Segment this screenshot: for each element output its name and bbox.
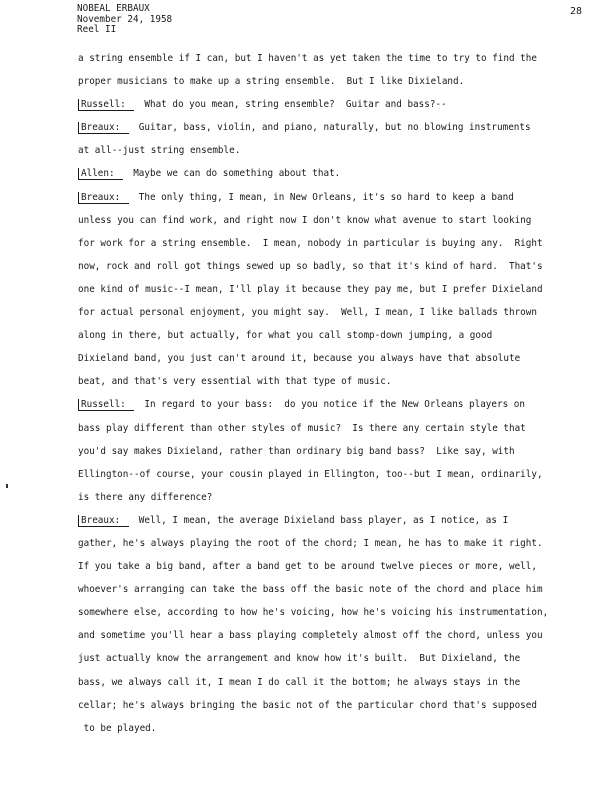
transcript-line xyxy=(78,214,558,237)
transcript-line xyxy=(78,375,558,398)
transcript-line xyxy=(78,491,558,514)
interview-date: November 24, 1958 xyxy=(77,13,173,25)
transcript-line xyxy=(78,329,558,352)
line-text: whoever's arranging can take the bass off the basic note of the chord and place him xyxy=(78,584,543,596)
line-text: proper musicians to make up a string ensemble. But I like Dixieland. xyxy=(78,76,465,88)
line-text: at all--just string ensemble. xyxy=(78,145,241,157)
line-text: now, rock and roll got things sewed up so badly, so that it's kind of hard. That's xyxy=(78,260,543,272)
line-text: The only thing, I mean, in New Orleans, it's so hard to keep a band xyxy=(138,191,514,203)
speaker-label: Allen: xyxy=(78,168,123,180)
line-text: and sometime you'll hear a bass playing completely almost off the chord, unless you xyxy=(78,630,543,642)
line-text: In regard to your bass: do you notice if the New Orleans players on xyxy=(144,399,525,411)
line-text: bass play different than other styles of music? Is there any certain style that xyxy=(78,422,526,434)
transcript-line xyxy=(78,560,558,583)
line-text: If you take a big band, after a band get to be around twelve pieces or more, well, xyxy=(78,561,537,573)
line-text: is there any difference? xyxy=(78,491,213,503)
transcript-line xyxy=(78,629,558,652)
line-text: somewhere else, according to how he's voicing, how he's voicing his instrumentation, xyxy=(78,607,549,619)
margin-mark xyxy=(6,484,8,488)
speaker-label: Russell: xyxy=(78,399,134,411)
line-text: you'd say makes Dixieland, rather than ordinary big band bass? Like say, with xyxy=(78,445,515,457)
line-text: beat, and that's very essential with that type of music. xyxy=(78,376,392,388)
speaker-label: Breaux: xyxy=(78,515,129,527)
transcript-line xyxy=(78,699,558,722)
transcript-line xyxy=(78,722,558,745)
transcript-line xyxy=(78,606,558,629)
line-text: Dixieland band, you just can't around it, because you always have that absolute xyxy=(78,353,521,365)
transcript-line xyxy=(78,75,558,98)
transcript-line xyxy=(78,468,558,491)
transcript-line xyxy=(78,537,558,560)
transcript-line xyxy=(78,144,558,167)
transcript-body xyxy=(78,52,558,745)
transcript-line xyxy=(78,167,558,190)
transcript-line xyxy=(78,283,558,306)
transcript-line xyxy=(78,652,558,675)
transcript-line xyxy=(78,191,558,214)
line-text: Guitar, bass, violin, and piano, naturally, but no blowing instruments xyxy=(138,122,531,134)
line-text: What do you mean, string ensemble? Guitar and bass?-- xyxy=(144,99,447,111)
transcript-line xyxy=(78,306,558,329)
transcript-line xyxy=(78,237,558,260)
line-text: just actually know the arrangement and know how it's built. But Dixieland, the xyxy=(78,653,521,665)
transcript-line xyxy=(78,98,558,121)
speaker-label: Breaux: xyxy=(78,192,129,204)
line-text: a string ensemble if I can, but I haven't as yet taken the time to try to find the xyxy=(78,53,537,64)
speaker-label: Russell: xyxy=(78,99,134,111)
transcript-line xyxy=(78,514,558,537)
interviewee-name: NOBEAL ERBAUX xyxy=(77,3,150,14)
line-text: gather, he's always playing the root of the chord; I mean, he has to make it right. xyxy=(78,537,543,549)
transcript-line xyxy=(78,121,558,144)
transcript-line xyxy=(78,260,558,283)
line-text: for actual personal enjoyment, you might say. Well, I mean, I like ballads thrown xyxy=(78,307,537,319)
line-text: bass, we always call it, I mean I do call it the bottom; he always stays in the xyxy=(78,676,521,688)
line-text: Well, I mean, the average Dixieland bass player, as I notice, as I xyxy=(138,514,509,526)
line-text: to be played. xyxy=(78,722,157,734)
line-text: Maybe we can do something about that. xyxy=(133,168,341,180)
line-text: unless you can find work, and right now I don't know what avenue to start looking xyxy=(78,214,532,226)
reel-label: Reel II xyxy=(77,24,117,35)
transcript-line xyxy=(78,52,558,75)
transcript-line xyxy=(78,583,558,606)
line-text: one kind of music--I mean, I'll play it because they pay me, but I prefer Dixieland xyxy=(78,283,543,295)
document-header xyxy=(77,4,172,36)
transcript-line xyxy=(78,398,558,421)
line-text: cellar; he's always bringing the basic not of the particular chord that's supposed xyxy=(78,699,537,711)
transcript-line xyxy=(78,352,558,375)
line-text: for work for a string ensemble. I mean, nobody in particular is buying any. Right xyxy=(78,237,543,249)
line-text: Ellington--of course, your cousin played in Ellington, too--but I mean, ordinarily, xyxy=(78,468,543,480)
transcript-line xyxy=(78,445,558,468)
page-number: 28 xyxy=(570,6,583,17)
transcript-line xyxy=(78,676,558,699)
line-text: along in there, but actually, for what you call stomp-down jumping, a good xyxy=(78,330,493,342)
transcript-line xyxy=(78,422,558,445)
speaker-label: Breaux: xyxy=(78,122,129,134)
